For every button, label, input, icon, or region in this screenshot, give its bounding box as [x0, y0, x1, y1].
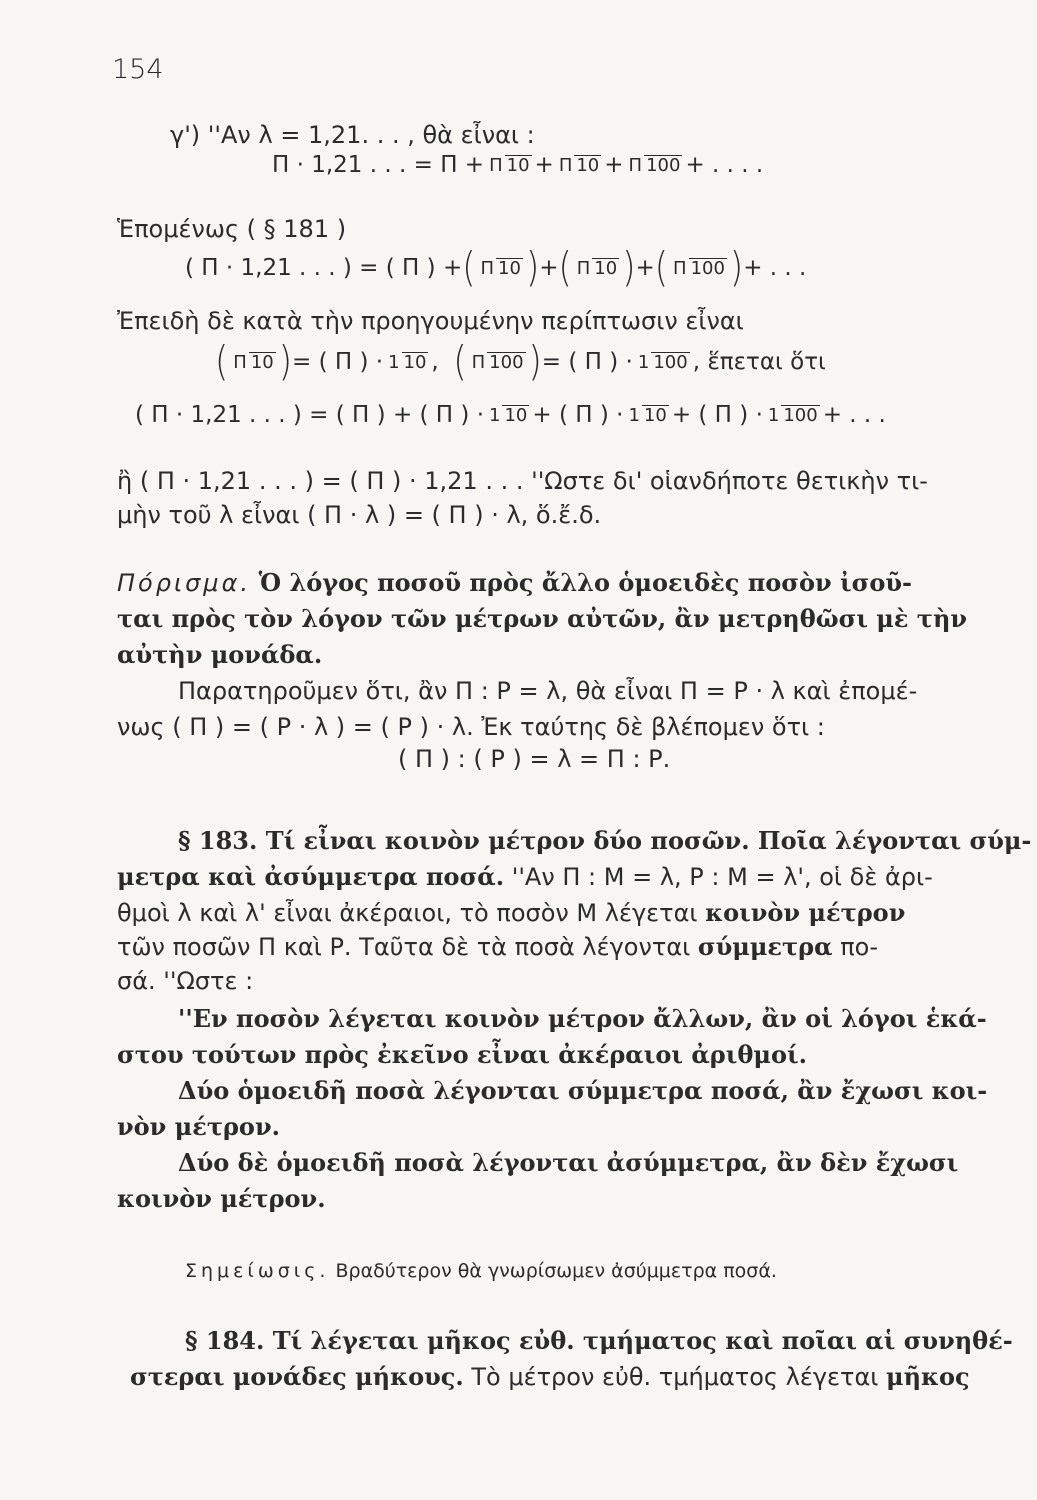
value-line: μὴν τοῦ λ εἶναι ( Π · λ ) = ( Π ) · λ, ὅ.ἔ.δ.	[117, 501, 602, 529]
eq2-tail: + . . .	[743, 255, 807, 281]
definition-commensurable-2: νὸν μέτρον.	[117, 1112, 280, 1141]
section-183-line-4: τῶν ποσῶν Π καὶ Ρ. Ταῦτα δὲ τὰ ποσὰ λέγονται σύμμετρα πο-	[117, 932, 878, 961]
hence-line: Ἑπομένως ( § 181 )	[117, 215, 347, 243]
section-183-line-3: θμοὶ λ καὶ λ' εἶναι ἀκέραιοι, τὸ ποσὸν Μ λέγεται κοινὸν μέτρον	[117, 898, 906, 927]
definition-common-measure-1: ''Εν ποσὸν λέγεται κοινὸν μέτρον ἄλλων, ἂν οἱ λόγοι ἑκά-	[178, 1004, 987, 1033]
eq1-tail: + . . . .	[685, 152, 764, 178]
fraction: Π 100	[673, 257, 725, 279]
definition-common-measure-2: στου τούτων πρὸς ἐκεῖνο εἶναι ἀκέραιοι ἀριθμοί.	[117, 1040, 807, 1069]
equation-3: ( Π 10 ) = ( Π ) · 1 10 , ( Π 100 ) = ( Π ) · 1 100 , ἕπεται ὅτι	[215, 338, 826, 386]
since-line: Ἐπειδὴ δὲ κατὰ τὴν προηγουμένην περίπτωσιν εἶναι	[117, 307, 744, 335]
observation-line-3: ( Π ) : ( Ρ ) = λ = Π : Ρ.	[398, 745, 671, 773]
eq3-end: ἕπεται ὅτι	[707, 349, 826, 375]
fraction: Π 100	[471, 351, 524, 373]
equation-4: ( Π · 1,21 . . . ) = ( Π ) + ( Π ) · 1 10 + ( Π ) · 1 10 + ( Π ) · 1 100 + . . .	[135, 402, 886, 428]
fraction: Π 10	[576, 257, 618, 279]
observation-line-1: Παρατηροῦμεν ὅτι, ἂν Π : Ρ = λ, θὰ εἶναι Π = Ρ · λ καὶ ἐπομέ-	[178, 677, 918, 705]
case-gamma-label: γ') ''Αν λ = 1,21. . . , θὰ εἶναι :	[170, 121, 535, 149]
remark-text: Βραδύτερον θὰ γνωρίσωμεν ἀσύμμετρα ποσά.	[335, 1260, 777, 1282]
corollary-line-2: ται πρὸς τὸν λόγον τῶν μέτρων αὐτῶν, ἂν μετρηθῶσι μὲ τὴν	[117, 604, 968, 633]
corollary-line-1: Πόρισμα. Ὁ λόγος ποσοῦ πρὸς ἄλλο ὁμοειδὲς ποσὸν ἰσοῦ-	[117, 568, 912, 597]
section-183-line-2: μετρα καὶ ἀσύμμετρα ποσά. ''Αν Π : Μ = λ, Ρ : Μ = λ', οἱ δὲ ἀρι-	[117, 862, 933, 891]
definition-incommensurable-1: Δύο δὲ ὁμοειδῆ ποσὰ λέγονται ἀσύμμετρα, ἂν δὲν ἔχωσι	[178, 1148, 959, 1177]
definition-incommensurable-2: κοινὸν μέτρον.	[117, 1184, 326, 1213]
remark	[185, 1256, 777, 1286]
equation-1: Π · 1,21 . . . = Π + Π 10 + Π 10 + Π 100 + . . . .	[272, 152, 764, 178]
fraction: 1 10	[388, 351, 427, 373]
section-183-title: § 183. Τί εἶναι κοινὸν μέτρον δύο ποσῶν. Ποῖα λέγονται σύμ-	[178, 826, 1032, 855]
section-183-line-5: σά. ''Ωστε :	[117, 967, 254, 995]
fraction: 1 100	[637, 351, 688, 373]
remark-label: Σημείωσις.	[185, 1260, 330, 1282]
fraction: 1 10	[489, 404, 528, 426]
corollary-line-3: αὐτὴν μονάδα.	[117, 640, 323, 669]
eq1-lhs: Π · 1,21 . . . = Π +	[272, 152, 485, 178]
fraction: 1 10	[628, 404, 667, 426]
fraction: Π 10	[233, 351, 274, 373]
fraction: Π 10	[558, 154, 600, 176]
fraction: Π 100	[628, 154, 681, 176]
definition-commensurable-1: Δύο ὁμοειδῆ ποσὰ λέγονται σύμμετρα ποσά, ἂν ἔχωσι κοι-	[178, 1076, 988, 1105]
corollary-label: Πόρισμα.	[117, 569, 252, 597]
equation-2: ( Π · 1,21 . . . ) = ( Π ) + ( Π 10 ) + ( Π 10 ) + ( Π 100 ) + . . .	[185, 244, 807, 292]
section-184-title: § 184. Τί λέγεται μῆκος εὐθ. τμήματος καὶ ποῖαι αἱ συνηθέ-	[185, 1326, 1013, 1355]
fraction: 1 100	[767, 404, 818, 426]
section-184-line-2: στεραι μονάδες μήκους. Τὸ μέτρον εὐθ. τμήματος λέγεται μῆκος	[130, 1362, 970, 1391]
eq2-lhs: ( Π · 1,21 . . . ) = ( Π ) +	[185, 255, 463, 281]
observation-line-2: νως ( Π ) = ( Ρ · λ ) = ( Ρ ) · λ. Ἐκ ταύτης δὲ βλέπομεν ὅτι :	[117, 713, 825, 741]
fraction: Π 10	[480, 257, 521, 279]
fraction: Π 10	[489, 154, 530, 176]
or-line: ἢ ( Π · 1,21 . . . ) = ( Π ) · 1,21 . . . ''Ωστε δι' οἱανδήποτε θετικὴν τι-	[117, 467, 928, 495]
page-number: 154	[112, 54, 164, 85]
